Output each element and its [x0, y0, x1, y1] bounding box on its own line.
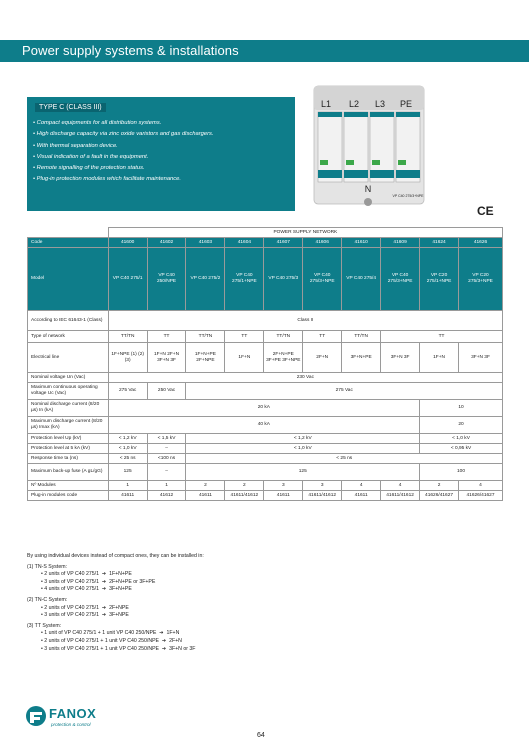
uc-row — [28, 383, 503, 400]
type-cell: TT/TN — [342, 331, 381, 343]
model-cell: VP C20 275/3+NPE — [459, 248, 503, 311]
type-cell: TT — [147, 331, 186, 343]
type-cell: TT — [225, 331, 264, 343]
ta-cell: < 25 ns — [108, 454, 147, 464]
notes-group-title: (1) TN-S System: — [27, 563, 67, 570]
modules-row — [28, 481, 503, 491]
ta-cell: < 25 ns — [186, 454, 503, 464]
row-label: Maximum discharge current (8/20 µs) Imax (kA) — [28, 417, 109, 434]
feature-item: • High discharge capacity via zinc oxide varistors and gas dischargers. — [33, 131, 214, 137]
un-value: 230 Vac — [108, 373, 502, 383]
terminal-label-pe: PE — [399, 99, 413, 109]
notes-item: • 2 units of VP C40 275/1 + 1 unit VP C40 250/NPE ➔ 2F+N — [41, 637, 182, 644]
notes-item: • 4 units of VP C40 275/1 ➔ 3F+N+PE — [41, 586, 132, 593]
code-row — [28, 238, 503, 248]
elec-cell: 1F+NPE (1) (2) (3) — [108, 343, 147, 373]
terminal-label-l2: L2 — [348, 99, 360, 109]
fuse-cell: 100 — [420, 464, 503, 481]
feature-item: • Compact equipments for all distribution systems. — [33, 120, 214, 126]
fuse-row — [28, 464, 503, 481]
code-cell: 41602 — [147, 238, 186, 248]
plug-cell: 41612 — [147, 491, 186, 501]
notes-intro: By using individual devices instead of compact ones, they can be installed in: — [27, 553, 204, 559]
imax-cell: 40 kA — [108, 417, 419, 434]
up-cell: < 1,0 kV — [420, 434, 503, 444]
feature-item: • With thermal separation device. — [33, 143, 214, 149]
elec-cell: 1F+N — [420, 343, 459, 373]
notes-item: • 3 units of VP C40 275/1 + 1 unit VP C40 250/NPE ➔ 3F+N or 3F — [41, 645, 196, 652]
specifications-table — [27, 227, 503, 501]
row-label: Model — [28, 248, 109, 311]
modules-cell: 2 — [225, 481, 264, 491]
up-cell: < 1,5 kV — [147, 434, 186, 444]
fuse-cell: 125 — [186, 464, 420, 481]
row-label: Type of network — [28, 331, 109, 343]
modules-cell: 1 — [108, 481, 147, 491]
page-number: 64 — [257, 732, 265, 739]
type-cell: TT — [381, 331, 503, 343]
row-label: Nominal discharge current (8/20 µs) In (kA) — [28, 400, 109, 417]
un-row — [28, 373, 503, 383]
plug-cell: 41611/41612 — [381, 491, 420, 501]
model-cell: VP C40 275/2 — [186, 248, 225, 311]
notes-item: • 3 units of VP C40 275/1 ➔ 2F+N+PE or 3F+PE — [41, 578, 156, 585]
row-label: Nominal voltage Un (Vac) — [28, 373, 109, 383]
model-cell: VP C40 275/3+NPE — [381, 248, 420, 311]
up5-cell: – — [147, 444, 186, 454]
logo-tagline: protection & control — [51, 722, 91, 727]
notes-group-title: (3) TT System: — [27, 622, 62, 629]
model-cell: VP C40 250/NPE — [147, 248, 186, 311]
plug-cell: 41626/41627 — [459, 491, 503, 501]
row-label: Code — [28, 238, 109, 248]
up-cell: < 1,2 kV — [108, 434, 147, 444]
plug-cell: 41611 — [186, 491, 225, 501]
ce-mark: CE — [477, 204, 494, 218]
row-label: Protection level at 5 kA (kV) — [28, 444, 109, 454]
feature-item: • Plug-in protection modules which facilitate maintenance. — [33, 176, 214, 182]
plug-cell: 41611/41612 — [303, 491, 342, 501]
notes-item: • 2 units of VP C40 275/1 ➔ 1F+N+PE — [41, 571, 132, 578]
fanox-logo — [25, 705, 135, 737]
modules-cell: 4 — [381, 481, 420, 491]
modules-cell: 3 — [303, 481, 342, 491]
notes-group-title: (2) TN-C System: — [27, 596, 68, 603]
uc-cell: 275 Vac — [108, 383, 147, 400]
elec-cell: 3F+N 3F — [459, 343, 503, 373]
row-label: Maximum back-up fuse (A gL/gG) — [28, 464, 109, 481]
imax-row — [28, 417, 503, 434]
row-label: Protection level Up (kV) — [28, 434, 109, 444]
ta-cell: <100 ns — [147, 454, 186, 464]
plug-cell: 41611 — [264, 491, 303, 501]
elec-cell: 1F+N+PE 2F+NPE — [186, 343, 225, 373]
iec-row — [28, 311, 503, 331]
modules-cell: 2 — [420, 481, 459, 491]
uc-cell: 275 Vac — [186, 383, 503, 400]
feature-item: • Remote signalling of the protection status. — [33, 165, 214, 171]
modules-cell: 4 — [459, 481, 503, 491]
ta-row — [28, 454, 503, 464]
elec-cell: 1F+N — [225, 343, 264, 373]
up5-cell: < 1,0 kV — [108, 444, 147, 454]
modules-cell: 3 — [264, 481, 303, 491]
elec-cell: 2F+N — [303, 343, 342, 373]
feature-item: • Visual indication of a fault in the equipment. — [33, 154, 214, 160]
row-label: Electrical line — [28, 343, 109, 373]
model-row — [28, 248, 503, 311]
terminal-label-l1: L1 — [320, 99, 332, 109]
fuse-cell: – — [147, 464, 186, 481]
fanox-logo-icon — [25, 705, 47, 727]
installation-notes — [27, 553, 204, 653]
electrical-line-row — [28, 343, 503, 373]
type-cell: TT/TN — [264, 331, 303, 343]
type-cell: TT/TN — [108, 331, 147, 343]
features-panel — [27, 97, 295, 211]
row-label: Nº Modules — [28, 481, 109, 491]
elec-cell: 2F+N+PE 3F+PE 3F+NPE — [264, 343, 303, 373]
uc-cell: 250 Vac — [147, 383, 186, 400]
code-cell: 41609 — [381, 238, 420, 248]
model-cell: VP C40 275/3+NPE — [303, 248, 342, 311]
code-cell: 41600 — [108, 238, 147, 248]
in-row — [28, 400, 503, 417]
model-cell: VP C40 275/4 — [342, 248, 381, 311]
modules-cell: 1 — [147, 481, 186, 491]
model-cell: VP C20 275/1+NPE — [420, 248, 459, 311]
model-cell: VP C40 275/1 — [108, 248, 147, 311]
plug-cell: 41611/41612 — [225, 491, 264, 501]
iec-value: Class II — [108, 311, 502, 331]
fuse-cell: 125 — [108, 464, 147, 481]
elec-cell: 3F+N 3F — [381, 343, 420, 373]
row-label: Plug-in modules code — [28, 491, 109, 501]
logo-wordmark: FANOX — [49, 706, 97, 721]
row-label: Response time ta (ns) — [28, 454, 109, 464]
code-cell: 41604 — [225, 238, 264, 248]
device-bottom-label: N — [364, 184, 372, 194]
imax-cell: 20 — [420, 417, 503, 434]
type-class-tag: TYPE C (CLASS III) — [35, 103, 106, 112]
code-cell: 41610 — [342, 238, 381, 248]
up5-row — [28, 444, 503, 454]
plug-cell: 41626/41627 — [420, 491, 459, 501]
terminal-label-l3: L3 — [374, 99, 386, 109]
elec-cell: 3F+N+PE — [342, 343, 381, 373]
device-model-short: VP C40 275/3+NPE — [392, 194, 424, 198]
in-cell: 20 kA — [108, 400, 419, 417]
model-cell: VP C40 275/3 — [264, 248, 303, 311]
up-cell: < 1,2 kV — [186, 434, 420, 444]
up5-cell: < 0,95 kV — [420, 444, 503, 454]
code-cell: 41626 — [459, 238, 503, 248]
feature-list — [33, 120, 214, 188]
type-cell: TT/TN — [186, 331, 225, 343]
plug-row — [28, 491, 503, 501]
surge-protector-device-image — [306, 82, 436, 212]
plug-cell: 41611 — [108, 491, 147, 501]
section-title: Power supply systems & installations — [22, 43, 239, 58]
modules-cell: 4 — [342, 481, 381, 491]
up5-cell: < 1,0 kV — [186, 444, 420, 454]
code-cell: 41606 — [303, 238, 342, 248]
type-cell: TT — [303, 331, 342, 343]
notes-item: • 2 units of VP C40 275/1 ➔ 2F+NPE — [41, 604, 129, 611]
row-label: According to IEC 61643-1 (Class) — [28, 311, 109, 331]
code-cell: 41607 — [264, 238, 303, 248]
code-cell: 41624 — [420, 238, 459, 248]
elec-cell: 1F+N 2F+N 3F+N 3F — [147, 343, 186, 373]
in-cell: 10 — [420, 400, 503, 417]
section-header-bar — [0, 40, 529, 62]
notes-item: • 1 unit of VP C40 275/1 + 1 unit VP C40 250/NPE ➔ 1F+N — [41, 630, 180, 637]
plug-cell: 41611 — [342, 491, 381, 501]
row-label: Maximum continuous operating voltage Uc (Vac) — [28, 383, 109, 400]
network-header: POWER SUPPLY NETWORK — [108, 228, 502, 238]
up-row — [28, 434, 503, 444]
notes-item: • 3 units of VP C40 275/1 ➔ 3F+NPE — [41, 612, 129, 619]
model-cell: VP C40 275/1+NPE — [225, 248, 264, 311]
modules-cell: 2 — [186, 481, 225, 491]
type-row — [28, 331, 503, 343]
code-cell: 41603 — [186, 238, 225, 248]
